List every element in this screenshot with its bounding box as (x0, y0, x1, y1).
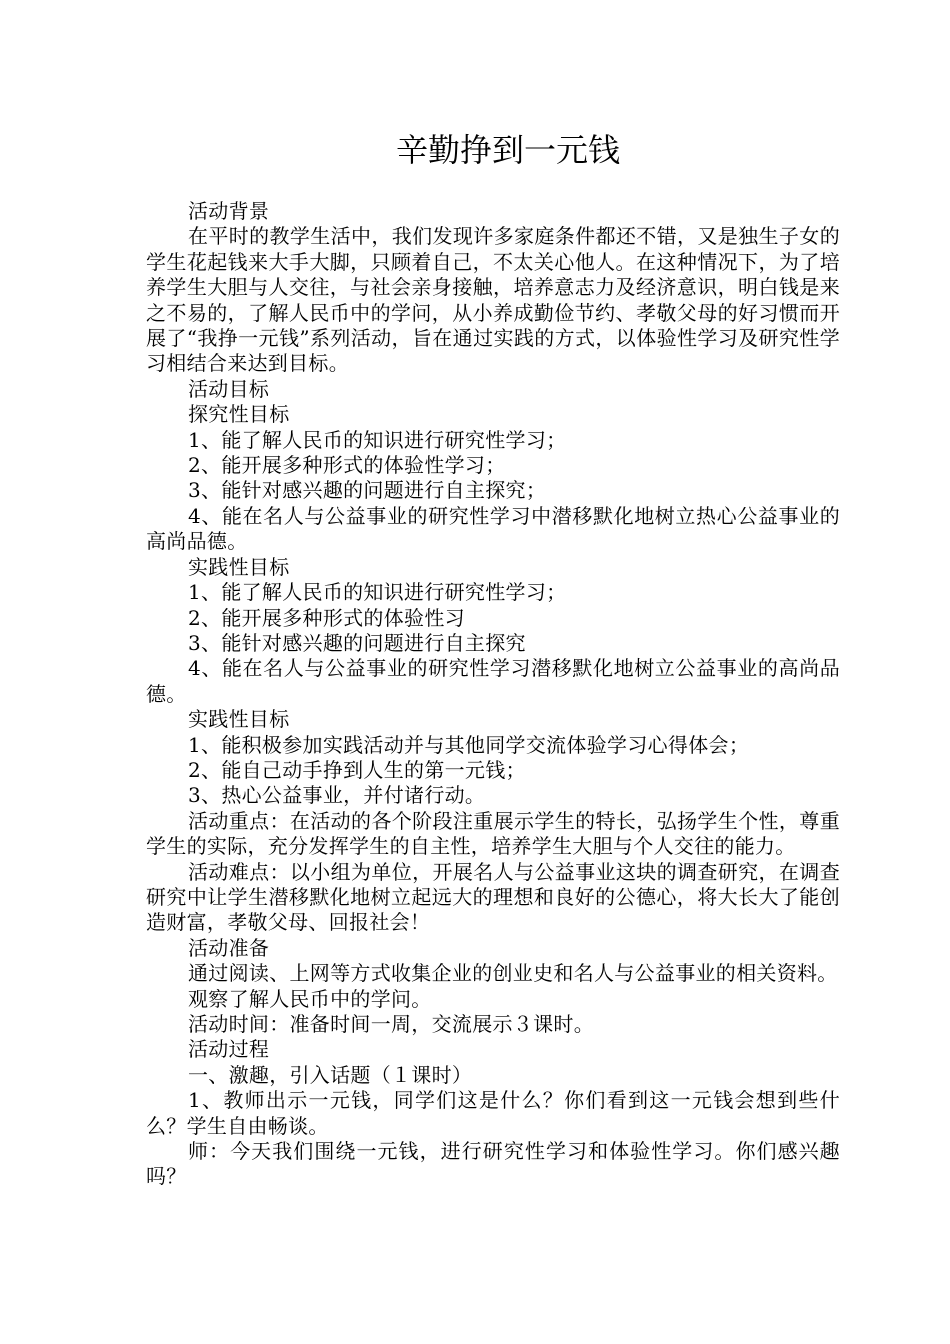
paragraph: 在平时的教学生活中，我们发现许多家庭条件都还不错，又是独生子女的学生花起钱来大手大脚，只顾着自己，不太关心他人。在这种情况下，为了培养学生大胆与人交往，与社会亲身接触，培养意志力及经济意识，明白钱是来之不易的，了解人民币中的学问，从小养成勤俭节约、孝敬父母的好习惯而开展了“我挣一元钱”系列活动，旨在通过实践的方式，以体验性学习及研究性学习相结合来达到目标。 (146, 224, 840, 376)
paragraph: 探究性目标 (188, 402, 290, 427)
paragraph: 4、能在名人与公益事业的研究性学习中潜移默化地树立热心公益事业的高尚品德。 (146, 503, 840, 554)
paragraph: 活动时间：准备时间一周，交流展示３课时。 (188, 1012, 594, 1036)
paragraph: 活动重点：在活动的各个阶段注重展示学生的特长，弘扬学生个性，尊重学生的实际，充分发挥学生的自主性，培养学生大胆与个人交往的能力。 (146, 808, 840, 859)
paragraph: 活动目标 (188, 376, 270, 401)
paragraph: 活动过程 (188, 1037, 270, 1062)
paragraph: 2、能自己动手挣到人生的第一元钱； (188, 757, 526, 782)
paragraph: 通过阅读、上网等方式收集企业的创业史和名人与公益事业的相关资料。 (188, 961, 838, 986)
paragraph: 一、激趣，引入话题（１课时） (188, 1062, 473, 1087)
paragraph: 4、能在名人与公益事业的研究性学习潜移默化地树立公益事业的高尚品德。 (146, 656, 840, 706)
paragraph: 实践性目标 (188, 554, 290, 579)
paragraph: 3、能针对感兴趣的问题进行自主探究 (188, 630, 526, 655)
paragraph: 实践性目标 (188, 707, 290, 732)
paragraph: 活动准备 (188, 935, 270, 960)
paragraph: 观察了解人民币中的学问。 (188, 986, 432, 1011)
paragraph: 活动难点：以小组为单位，开展名人与公益事业这块的调查研究，在调查研究中让学生潜移默化地树立起远大的理想和良好的公德心，将大长大了能创造财富，孝敬父母、回报社会！ (146, 859, 840, 935)
paragraph: 3、能针对感兴趣的问题进行自主探究； (188, 478, 547, 503)
paragraph: 3、热心公益事业，并付诸行动。 (188, 783, 486, 808)
document-body (146, 175, 840, 1190)
paragraph: 1、能了解人民币的知识进行研究性学习； (188, 427, 567, 452)
paragraph: 师：今天我们围绕一元钱，进行研究性学习和体验性学习。你们感兴趣吗？ (146, 1139, 840, 1189)
paragraph: 2、能开展多种形式的体验性习 (188, 605, 465, 630)
paragraph: 活动背景 (188, 199, 270, 223)
document-title: 辛勤挣到一元钱 (395, 131, 620, 169)
paragraph: 1、能积极参加实践活动并与其他同学交流体验学习心得体会； (188, 732, 750, 757)
paragraph: 1、教师出示一元钱，同学们这是什么？你们看到这一元钱会想到些什么？学生自由畅谈。 (146, 1088, 840, 1138)
paragraph: 2、能开展多种形式的体验性学习； (188, 453, 506, 478)
paragraph: 1、能了解人民币的知识进行研究性学习； (188, 580, 567, 605)
